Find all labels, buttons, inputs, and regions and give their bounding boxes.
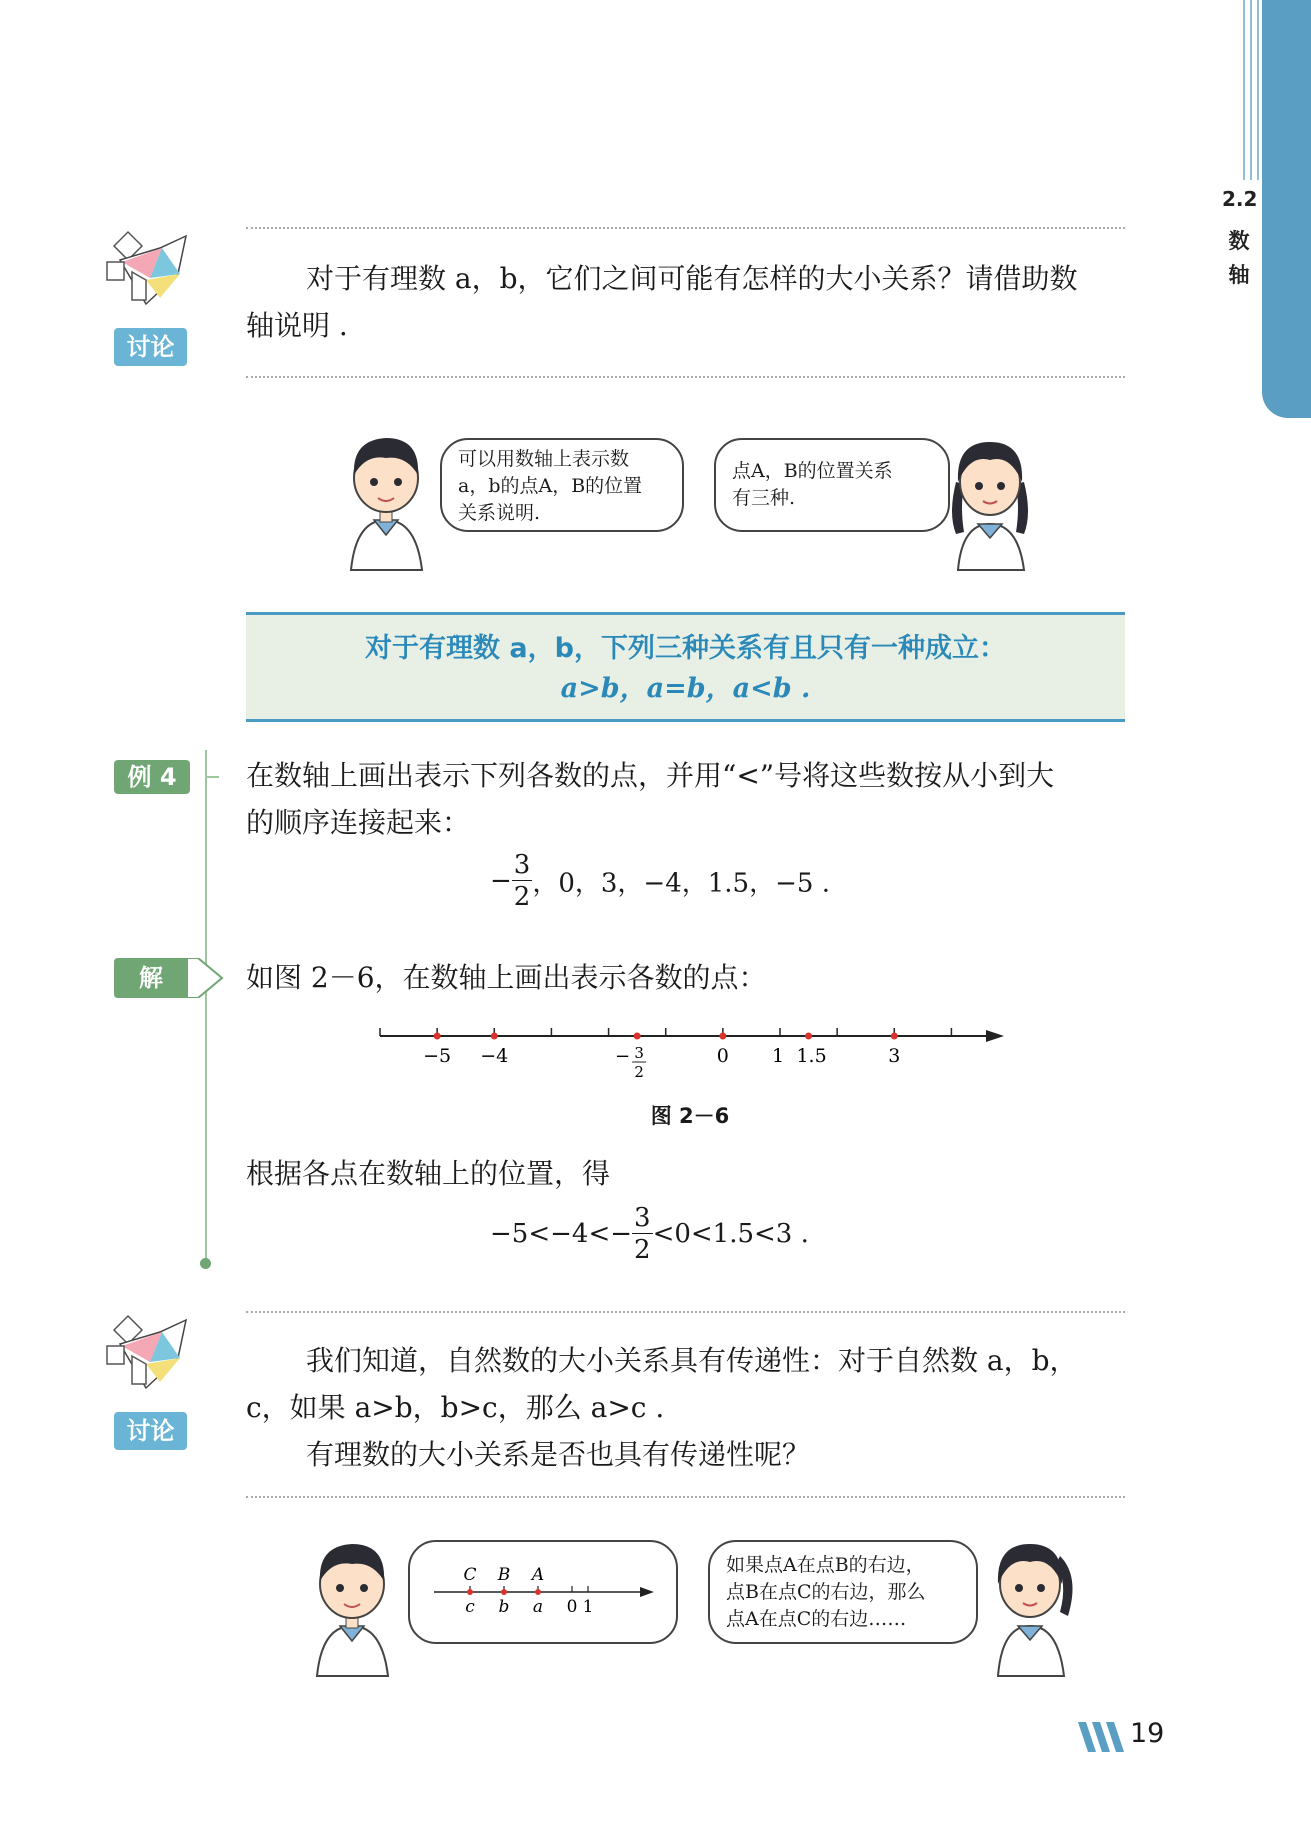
girl-speech-bubble bbox=[708, 1540, 978, 1644]
text-line: 在数轴上画出表示下列各数的点，并用“<”号将这些数按从小到大 bbox=[246, 759, 1055, 792]
bubble-line: 可以用数轴上表示数 bbox=[458, 448, 630, 470]
tick-label: 3 bbox=[888, 1045, 901, 1067]
figure-caption: 图 2－6 bbox=[650, 1104, 730, 1128]
discussion-text bbox=[246, 1337, 1146, 1478]
discussion-icon bbox=[102, 1312, 202, 1412]
tick-label: − bbox=[615, 1046, 631, 1067]
divider bbox=[246, 1496, 1125, 1498]
divider bbox=[246, 376, 1125, 378]
chapter-side-tab bbox=[1262, 0, 1311, 418]
upper-label: A bbox=[531, 1565, 545, 1585]
section-title-char: 轴 bbox=[1228, 263, 1250, 288]
axis-arrow bbox=[986, 1030, 1004, 1042]
number-line-figure bbox=[370, 1018, 1010, 1102]
fraction-numerator: 3 bbox=[513, 850, 531, 880]
point-marker bbox=[491, 1033, 498, 1040]
fraction-denominator: 2 bbox=[513, 882, 531, 912]
example-text bbox=[246, 752, 1146, 846]
inequality-prefix: −5<−4<− bbox=[490, 1219, 633, 1249]
lower-label: c bbox=[465, 1597, 475, 1617]
example-numbers bbox=[490, 852, 830, 910]
divider bbox=[246, 227, 1125, 229]
text-line: c，如果 a>b，b>c，那么 a>c . bbox=[246, 1391, 665, 1424]
girl-illustration bbox=[940, 424, 1040, 580]
axis-arrow bbox=[640, 1587, 654, 1597]
theorem-box bbox=[246, 612, 1125, 722]
solution-text-2: 根据各点在数轴上的位置，得 bbox=[246, 1157, 611, 1190]
bubble-line: 关系说明. bbox=[458, 502, 541, 524]
bubble-line: 点A，B的位置关系 bbox=[732, 460, 893, 482]
point-marker bbox=[434, 1033, 441, 1040]
page-number-stripes-icon bbox=[1078, 1722, 1130, 1752]
girl-speech-bubble bbox=[714, 438, 950, 532]
rule-end-dot bbox=[200, 1258, 211, 1269]
section-number: 2.2 bbox=[1222, 187, 1258, 211]
rule-tick bbox=[205, 776, 219, 778]
bubble-line: 有三种. bbox=[732, 487, 796, 509]
fraction bbox=[512, 852, 533, 910]
lower-label: a bbox=[532, 1597, 544, 1617]
girl-illustration bbox=[980, 1526, 1080, 1686]
point-marker bbox=[634, 1033, 641, 1040]
solution-tag: 解 bbox=[139, 964, 163, 992]
theorem-line: 对于有理数 a，b，下列三种关系有且只有一种成立： bbox=[365, 633, 1006, 664]
text-line: 对于有理数 a，b，它们之间可能有怎样的大小关系？请借助数 bbox=[306, 262, 1078, 295]
boy-speech-bubble bbox=[440, 438, 684, 532]
example-vertical-rule bbox=[205, 750, 207, 1262]
result-inequality bbox=[490, 1205, 809, 1263]
fraction-denominator: 2 bbox=[634, 1235, 651, 1265]
tick-label: −5 bbox=[423, 1045, 452, 1067]
boy-axis-bubble bbox=[408, 1540, 678, 1644]
discussion-tag: 讨论 bbox=[114, 328, 187, 366]
text-line: 我们知道，自然数的大小关系具有传递性：对于自然数 a，b， bbox=[306, 1344, 1078, 1377]
text-line: 轴说明 . bbox=[246, 309, 348, 342]
lower-label: b bbox=[498, 1597, 510, 1617]
tick-label: 1.5 bbox=[796, 1045, 827, 1067]
side-rule bbox=[1243, 0, 1245, 180]
fraction bbox=[632, 1205, 653, 1263]
lower-label: 0 bbox=[566, 1597, 578, 1617]
small-number-line bbox=[410, 1542, 676, 1642]
inequality-suffix: <0<1.5<3 . bbox=[652, 1219, 809, 1249]
side-rule bbox=[1250, 0, 1252, 180]
text-line: 的顺序连接起来： bbox=[246, 806, 471, 839]
point-marker bbox=[467, 1589, 473, 1595]
example-tag: 例 4 bbox=[114, 760, 190, 794]
side-rule bbox=[1257, 0, 1259, 180]
number-list: ，0，3，−4，1.5，−5 . bbox=[532, 868, 830, 899]
text-line: 有理数的大小关系是否也具有传递性呢？ bbox=[306, 1438, 811, 1471]
theorem-formula: a>b，a=b，a<b . bbox=[560, 673, 811, 704]
page-number: 19 bbox=[1130, 1718, 1165, 1749]
section-title-char: 数 bbox=[1228, 229, 1250, 253]
boy-illustration bbox=[336, 420, 436, 580]
discussion-text bbox=[246, 255, 1126, 349]
point-marker bbox=[891, 1033, 898, 1040]
tick-label-denominator: 2 bbox=[634, 1063, 644, 1081]
fraction-numerator: 3 bbox=[634, 1203, 651, 1233]
tick-label-numerator: 3 bbox=[634, 1044, 644, 1062]
discussion-tag: 讨论 bbox=[114, 1412, 187, 1450]
divider bbox=[246, 1311, 1125, 1313]
solution-text: 如图 2－6，在数轴上画出表示各数的点： bbox=[246, 961, 767, 994]
point-marker bbox=[719, 1033, 726, 1040]
bubble-line: 点A在点C的右边…… bbox=[726, 1608, 907, 1630]
upper-label: B bbox=[497, 1565, 511, 1585]
tick-label: −4 bbox=[480, 1045, 509, 1067]
minus-sign: − bbox=[490, 866, 512, 896]
upper-label: C bbox=[463, 1565, 477, 1585]
point-marker bbox=[535, 1589, 541, 1595]
lower-label: 1 bbox=[582, 1597, 594, 1617]
tick-label: 0 bbox=[716, 1045, 729, 1067]
bubble-line: a，b的点A，B的位置 bbox=[458, 475, 643, 497]
bubble-line: 点B在点C的右边，那么 bbox=[726, 1581, 926, 1603]
boy-illustration bbox=[302, 1526, 402, 1686]
point-marker bbox=[805, 1033, 812, 1040]
discussion-icon bbox=[102, 228, 202, 328]
bubble-line: 如果点A在点B的右边， bbox=[726, 1554, 925, 1576]
tick-label: 1 bbox=[771, 1045, 785, 1067]
section-label bbox=[1222, 185, 1256, 291]
point-marker bbox=[501, 1589, 507, 1595]
